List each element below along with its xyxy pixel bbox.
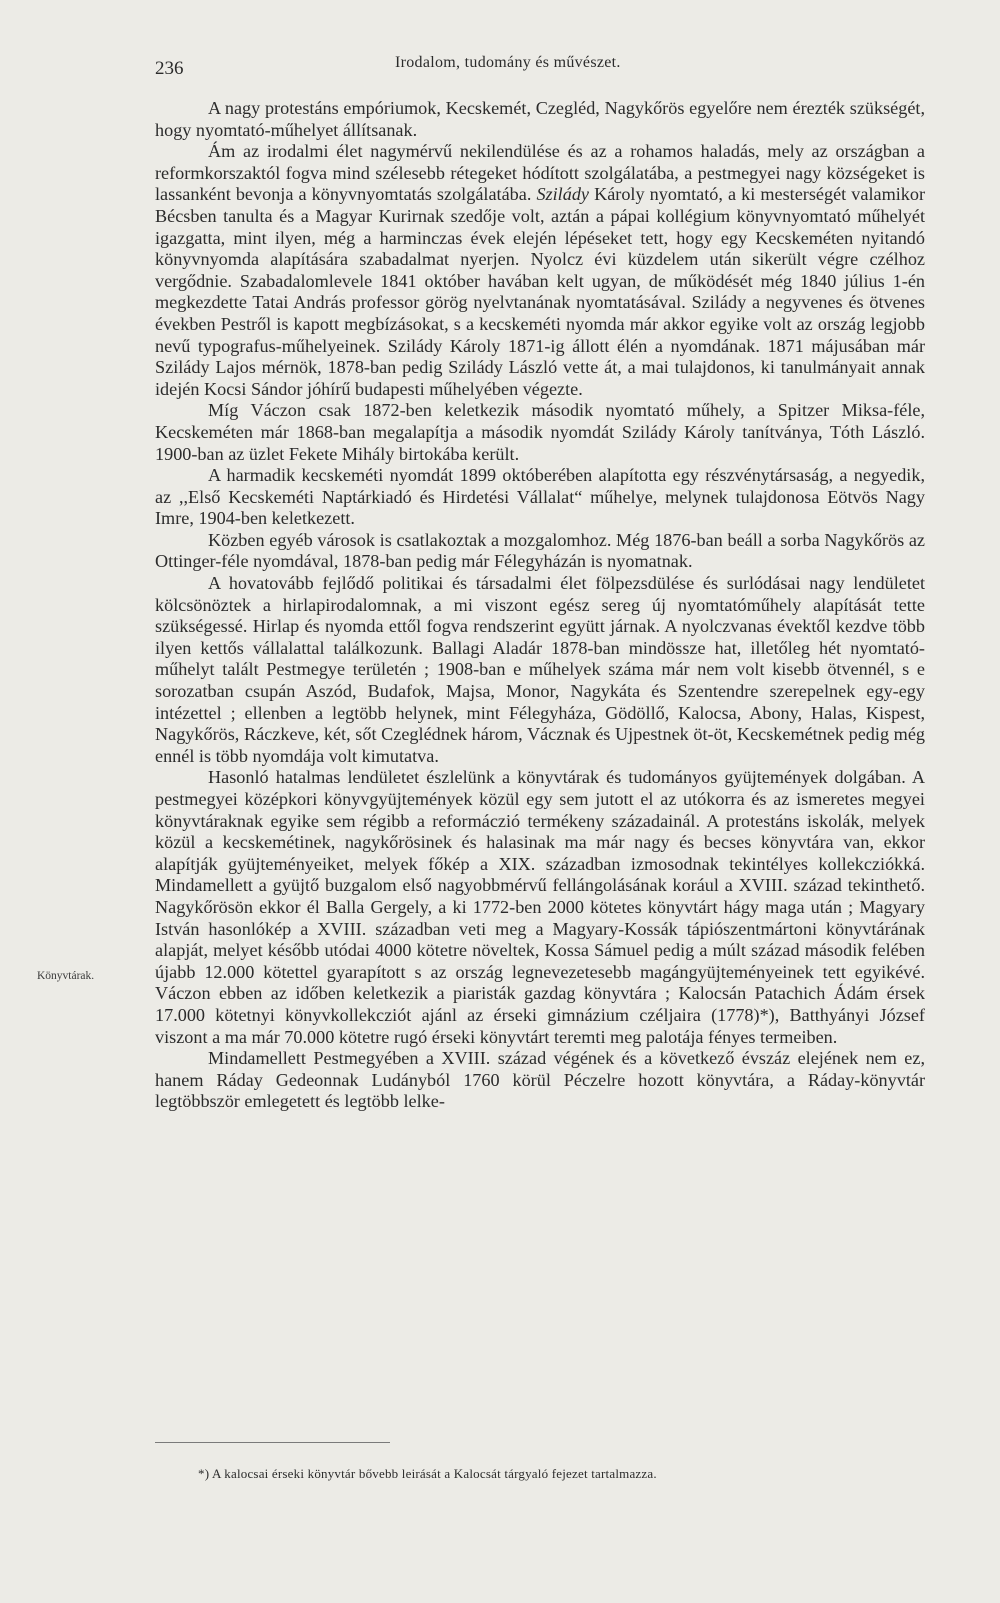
- body-text: [155, 98, 925, 1113]
- paragraph-text: Ám az irodalmi élet nagymérvű nekilendülése és az a rohamos haladás, mely az országban a reformkorszaktól fogva mind szélesebb rétegeket hódított szolgálatába, a pestmegyei nagy községeket is lassanként bevonja a könyvnyomtatás szolgálatába.: [155, 141, 925, 205]
- paragraph: Míg Váczon csak 1872-ben keletkezik második nyomtató műhely, a Spitzer Miksa-féle, Kecskeméten már 1868-ban megalapítja a második nyomdát Szilády Károly tanítványa, Tóth László. 1900-ban az üzlet Fekete Mihály birtokába került.: [155, 400, 925, 464]
- paragraph: Mindamellett Pestmegyében a XVIII. század végének és a következő évszáz elejének nem ez, hanem Ráday Gedeonnak Ludányból 1760 körül Péczelre hozott könyvtára, a Ráday-könyvtár legtöbbször emlegetett és legtöbb lelke-: [155, 1048, 925, 1112]
- paragraph: [155, 141, 925, 400]
- footnote-divider: [155, 1442, 390, 1443]
- paragraph: A nagy protestáns empóriumok, Kecskemét, Czegléd, Nagykőrös egyelőre nem érezték szükségét, hogy nyomtató-műhelyet állítsanak.: [155, 98, 925, 140]
- paragraph-text: Károly nyomtató, a ki mesterségét valamikor Bécsben tanulta és a Magyar Kurirnak szedője volt, aztán a pápai kollégium könyvnyomtató műhelyét igazgatta, mint ilyen, még a harminczas évek elején lépéseket tett, hogy egy Kecskeméten nyitandó könyvnyomda alapítására szabadalmat nyerjen. Nyolcz évi küzdelem után sikerült végre czélhoz vergődnie. Szabadalomlevele 1841 október havában kelt ugyan, de működését még 1840 július 1-én megkezdette Tatai András professor görög nyelvtanának nyomtatásával. Szilády a negyvenes és ötvenes években Pestről is kapott megbízásokat, s a kecskeméti nyomda már akkor egyike volt az ország legjobb nevű typografus-műhelyeinek. Szilády Károly 1871-ig állott élén a nyomdának. 1871 májusában már Szilády Lajos mérnök, 1878-ban pedig Szilády László vette át, a mai tulajdonos, ki tanulmányait annak idején Kocsi Sándor jóhírű budapesti műhelyében végezte.: [155, 184, 926, 399]
- paragraph: A harmadik kecskeméti nyomdát 1899 októberében alapította egy részvénytársaság, a negyedik, az ,,Első Kecskeméti Naptárkiadó és Hirdetési Vállalat“ műhelye, melynek tulajdonosa Eötvös Nagy Imre, 1904-ben keletkezett.: [155, 465, 925, 529]
- margin-note: Könyvtárak.: [37, 970, 95, 982]
- paragraph: Közben egyéb városok is csatlakoztak a mozgalomhoz. Még 1876-ban beáll a sorba Nagykőrös az Ottinger-féle nyomdával, 1878-ban pedig már Félegyházán is nyomatnak.: [155, 529, 925, 572]
- page-header: [155, 48, 925, 78]
- paragraph: A hovatovább fejlődő politikai és társadalmi élet fölpezsdülése és surlódásai nagy lendületet kölcsönöztek a hirlapirodalomnak, a mi viszont egész sereg új nyomtatóműhely alapítását tette szükségessé. Hirlap és nyomda ettől fogva rendszerint együtt járnak. A nyolczvanas évektől kezdve több ilyen kettős vállalattal találkozunk. Ballagi Aladár 1878-ban mindössze hat, illetőleg hét nyomtató-műhelyt talált Pestmegye területén ; 1908-ban e műhelyek száma már nem volt kisebb ötvennél, s e sorozatban csupán Aszód, Budafok, Majsa, Monor, Nagykáta és Szentendre szerepelnek egy-egy intézettel ; ellenben a legtöbb helynek, mint Félegyháza, Gödöllő, Kalocsa, Abony, Halas, Kispest, Nagykőrös, Ráczkeve, két, sőt Czeglédnek három, Vácznak és Ujpestnek öt-öt, Kecskemétnek pedig még ennél is több nyomdája volt kimutatva.: [155, 573, 925, 766]
- page-number: 236: [155, 58, 184, 79]
- emphasized-name: Szilády: [536, 184, 589, 205]
- footnote: *) A kalocsai érseki könyvtár bővebb leirását a Kalocsát tárgyaló fejezet tartalmazza.: [198, 1466, 657, 1481]
- running-title: Irodalom, tudomány és művészet.: [395, 54, 621, 71]
- paragraph: Hasonló hatalmas lendületet észlelünk a könyvtárak és tudományos gyüjtemények dolgában. A pestmegyei középkori könyvgyüjtemények közül egy sem jutott el az utókorra és az ismeretes megyei könyvtáraknak egyike sem régibb a reformáczió termékeny századainál. A protestáns iskolák, melyek közül a kecskemétinek, nagykőrösinek és halasinak ma már nagy és becses könyvtára van, ekkor alapítják gyüjteményeiket, melyek főkép a XIX. században izmosodnak tekintélyes kollekcziókká. Mindamellett a gyüjtő buzgalom első nagyobbmérvű fellángolásának korául a XVIII. század tekinthető. Nagykőrösön ekkor él Balla Gergely, a ki 1772-ben 2000 kötetes könyvtárt hágy maga után ; Magyary István hasonlókép a XVIII. században veti meg a Magyary-Kossák tápiószentmártoni könyvtárának alapját, melyet később utódai 4000 kötetre növeltek, Kossa Sámuel pedig a múlt század második felében újabb 12.000 kötettel gyarapított s az ország legnevezetesebb magángyüjteményeinek tett egyikévé. Váczon ebben az időben keletkezik a piaristák gazdag könyvtára ; Kalocsán Patachich Ádám érsek 17.000 kötetnyi könyvkollekcziót ajánl az érseki gimnázium czéljaira (1778)*), Batthyányi József viszont a ma már 70.000 kötetre rugó érseki könyvtárt teremti meg palotája fényes termeiben.: [155, 767, 925, 1047]
